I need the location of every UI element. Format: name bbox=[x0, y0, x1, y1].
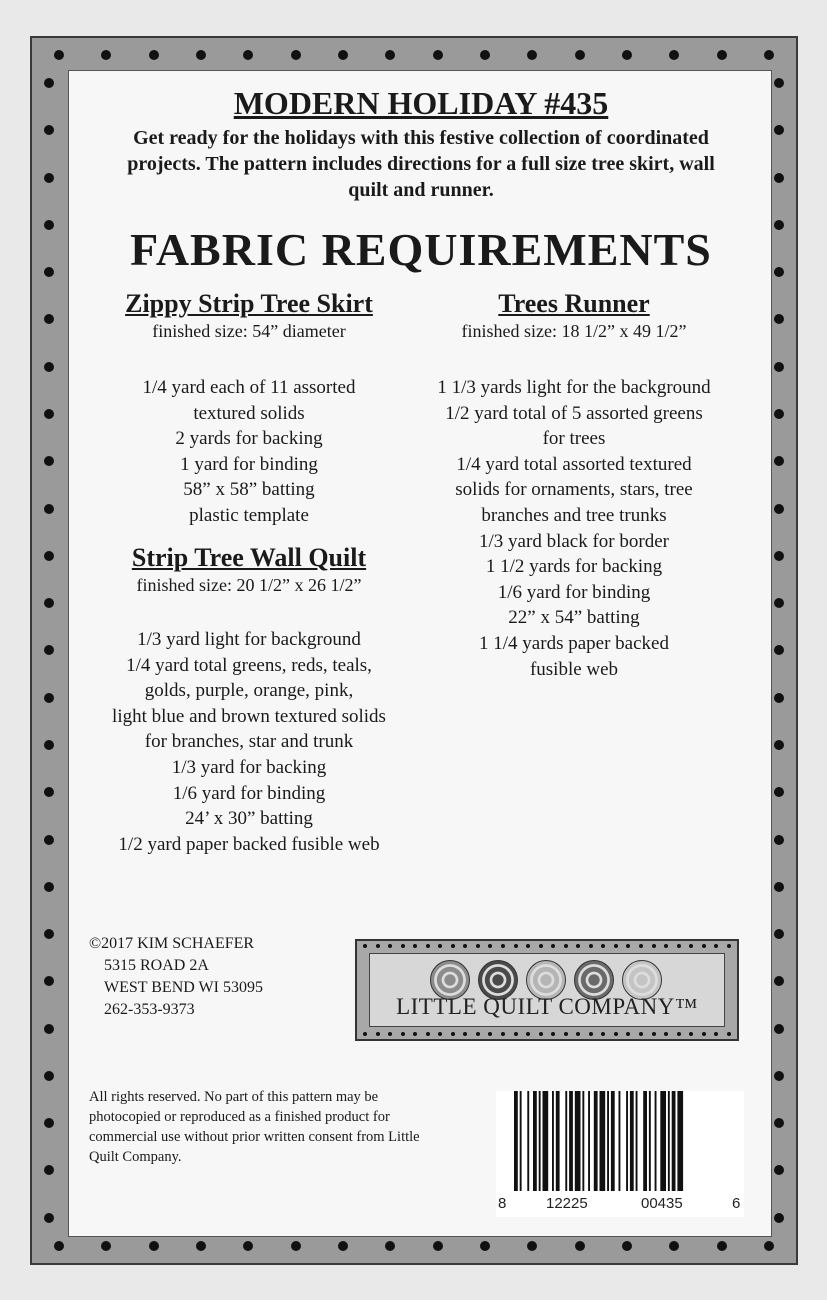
finished-size: finished size: 54” diameter bbox=[152, 321, 346, 341]
list-item: 1/3 yard black for border bbox=[479, 530, 669, 552]
border-dot bbox=[774, 598, 784, 608]
list-item: 22” x 54” batting bbox=[508, 607, 640, 629]
list-item: golds, purple, orange, pink, bbox=[144, 680, 354, 702]
border-dot bbox=[589, 1032, 593, 1036]
content-panel bbox=[68, 70, 772, 1237]
border-dot bbox=[433, 50, 443, 60]
barcode-bar bbox=[588, 1091, 590, 1191]
list-item: textured solids bbox=[193, 402, 305, 424]
border-dot bbox=[717, 50, 727, 60]
barcode-bar bbox=[649, 1091, 651, 1191]
materials-list bbox=[399, 375, 749, 682]
barcode-bar bbox=[594, 1091, 598, 1191]
border-dot bbox=[551, 944, 555, 948]
border-dot bbox=[44, 362, 54, 372]
border-dot bbox=[774, 551, 784, 561]
border-dot bbox=[714, 1032, 718, 1036]
border-dot bbox=[774, 78, 784, 88]
border-dot bbox=[196, 1241, 206, 1251]
barcode-bar bbox=[660, 1091, 666, 1191]
border-dot bbox=[44, 835, 54, 845]
border-dot bbox=[44, 1024, 54, 1034]
border-dot bbox=[44, 1118, 54, 1128]
border-dot bbox=[44, 787, 54, 797]
barcode-bar bbox=[668, 1091, 670, 1191]
border-dot bbox=[714, 944, 718, 948]
barcode-bar bbox=[636, 1091, 638, 1191]
list-item: 1/2 yard paper backed fusible web bbox=[118, 833, 380, 855]
border-dot bbox=[501, 944, 505, 948]
border-dot bbox=[669, 1241, 679, 1251]
border-dot bbox=[514, 944, 518, 948]
publisher-address bbox=[89, 933, 263, 1021]
border-dot bbox=[774, 504, 784, 514]
border-dot bbox=[426, 944, 430, 948]
barcode-bars bbox=[514, 1091, 724, 1191]
barcode-group-left: 12225 bbox=[546, 1195, 588, 1212]
border-dot bbox=[480, 1241, 490, 1251]
barcode-bar bbox=[619, 1091, 621, 1191]
border-dot bbox=[291, 1241, 301, 1251]
border-dot bbox=[401, 944, 405, 948]
border-dot bbox=[44, 929, 54, 939]
border-dot bbox=[44, 1213, 54, 1223]
border-dot bbox=[727, 944, 731, 948]
border-dot bbox=[774, 220, 784, 230]
barcode-bar bbox=[520, 1091, 522, 1191]
border-dot bbox=[652, 944, 656, 948]
border-dot bbox=[774, 267, 784, 277]
border-dot bbox=[527, 50, 537, 60]
border-dot bbox=[44, 125, 54, 135]
company-logo bbox=[355, 939, 739, 1041]
list-item: 24’ x 30” batting bbox=[185, 808, 313, 830]
border-dot bbox=[677, 944, 681, 948]
border-dot bbox=[774, 835, 784, 845]
border-dot bbox=[480, 50, 490, 60]
border-dot bbox=[774, 314, 784, 324]
border-dot bbox=[774, 409, 784, 419]
barcode-bar bbox=[607, 1091, 609, 1191]
border-dot bbox=[44, 456, 54, 466]
border-dot bbox=[376, 944, 380, 948]
border-dot bbox=[702, 944, 706, 948]
border-dot bbox=[291, 50, 301, 60]
border-dot bbox=[614, 1032, 618, 1036]
border-dot bbox=[243, 1241, 253, 1251]
border-dot bbox=[774, 1213, 784, 1223]
list-item: 1/3 yard for backing bbox=[171, 756, 327, 778]
border-dots-bottom bbox=[54, 1241, 774, 1251]
border-dot bbox=[589, 944, 593, 948]
finished-size: finished size: 18 1/2” x 49 1/2” bbox=[461, 321, 687, 341]
border-dot bbox=[385, 1241, 395, 1251]
barcode-bar bbox=[543, 1091, 549, 1191]
border-dot bbox=[54, 50, 64, 60]
border-dot bbox=[774, 787, 784, 797]
barcode-bar bbox=[556, 1091, 560, 1191]
border-dot bbox=[774, 1024, 784, 1034]
border-dot bbox=[376, 1032, 380, 1036]
border-dot bbox=[774, 362, 784, 372]
copyright-line: ©2017 KIM SCHAEFER bbox=[89, 935, 255, 952]
border-dot bbox=[564, 944, 568, 948]
border-dot bbox=[652, 1032, 656, 1036]
barcode-bar bbox=[539, 1091, 541, 1191]
list-item: branches and tree trunks bbox=[481, 504, 667, 526]
list-item: 1/4 yard total greens, reds, teals, bbox=[126, 654, 372, 676]
list-item: 58” x 58” batting bbox=[183, 479, 315, 501]
logo-dots-bottom bbox=[363, 1032, 731, 1036]
border-dot bbox=[501, 1032, 505, 1036]
border-dot bbox=[451, 944, 455, 948]
logo-dots-top bbox=[363, 944, 731, 948]
border-dot bbox=[196, 50, 206, 60]
list-item: 1/2 yard total of 5 assorted greens bbox=[445, 402, 703, 424]
fabric-requirements-heading: FABRIC REQUIREMENTS bbox=[130, 224, 712, 275]
barcode-bar bbox=[582, 1091, 584, 1191]
border-dot bbox=[774, 929, 784, 939]
barcode-group-right: 00435 bbox=[641, 1195, 683, 1212]
border-dot bbox=[576, 1032, 580, 1036]
list-item: 1 1/2 yards for backing bbox=[485, 556, 663, 578]
border-dot bbox=[44, 78, 54, 88]
border-dot bbox=[774, 645, 784, 655]
border-dot bbox=[44, 314, 54, 324]
border-dot bbox=[401, 1032, 405, 1036]
section-title: Zippy Strip Tree Skirt bbox=[125, 289, 373, 318]
border-dot bbox=[774, 882, 784, 892]
border-dot bbox=[363, 1032, 367, 1036]
border-dot bbox=[388, 944, 392, 948]
border-dot bbox=[639, 1032, 643, 1036]
border-dot bbox=[664, 944, 668, 948]
list-item: solids for ornaments, stars, tree bbox=[455, 479, 693, 501]
list-item: 1/3 yard light for background bbox=[137, 629, 361, 650]
border-dot bbox=[669, 50, 679, 60]
border-dot bbox=[385, 50, 395, 60]
list-item: light blue and brown textured solids bbox=[112, 705, 386, 727]
border-dot bbox=[526, 944, 530, 948]
border-dot bbox=[774, 740, 784, 750]
logo-company-name: LITTLE QUILT COMPANY™ bbox=[396, 994, 698, 1019]
border-dots-right bbox=[774, 78, 784, 1223]
border-dot bbox=[774, 1165, 784, 1175]
barcode-bar bbox=[527, 1091, 529, 1191]
border-dot bbox=[622, 50, 632, 60]
border-dot bbox=[774, 456, 784, 466]
section-title: Trees Runner bbox=[498, 289, 650, 318]
border-dot bbox=[44, 409, 54, 419]
border-dot bbox=[702, 1032, 706, 1036]
border-dot bbox=[44, 267, 54, 277]
border-dot bbox=[338, 50, 348, 60]
border-dot bbox=[488, 1032, 492, 1036]
page-title: MODERN HOLIDAY #435 bbox=[233, 85, 609, 121]
barcode-bar bbox=[630, 1091, 634, 1191]
border-dot bbox=[426, 1032, 430, 1036]
border-dot bbox=[689, 944, 693, 948]
rights-notice: All rights reserved. No part of this pattern may be photocopied or reproduced as a finished product for commercial use without prior written consent from Little Quilt Company. bbox=[89, 1089, 420, 1165]
border-dot bbox=[44, 598, 54, 608]
phone-line: 262-353-9373 bbox=[104, 1001, 195, 1018]
barcode-bar bbox=[677, 1091, 683, 1191]
border-dot bbox=[488, 944, 492, 948]
list-item: 1 yard for binding bbox=[180, 453, 318, 475]
border-dot bbox=[451, 1032, 455, 1036]
border-dot bbox=[527, 1241, 537, 1251]
materials-list bbox=[79, 627, 419, 857]
border-dot bbox=[44, 976, 54, 986]
street-line: 5315 ROAD 2A bbox=[104, 957, 209, 974]
border-dot bbox=[575, 1241, 585, 1251]
border-dot bbox=[622, 1241, 632, 1251]
border-dot bbox=[438, 1032, 442, 1036]
barcode-bar bbox=[672, 1091, 676, 1191]
border-dot bbox=[539, 1032, 543, 1036]
border-dot bbox=[149, 50, 159, 60]
barcode-bar bbox=[575, 1091, 581, 1191]
border-dot bbox=[44, 693, 54, 703]
border-dot bbox=[626, 1032, 630, 1036]
list-item: 1 1/3 yards light for the background bbox=[437, 377, 711, 398]
barcode bbox=[496, 1091, 744, 1217]
border-dot bbox=[463, 944, 467, 948]
border-dot bbox=[44, 882, 54, 892]
border-dot bbox=[601, 944, 605, 948]
border-dot bbox=[551, 1032, 555, 1036]
barcode-bar bbox=[611, 1091, 615, 1191]
border-dot bbox=[539, 944, 543, 948]
wall-quilt-section bbox=[79, 543, 419, 857]
border-dot bbox=[564, 1032, 568, 1036]
barcode-bar bbox=[533, 1091, 537, 1191]
city-line: WEST BEND WI 53095 bbox=[104, 979, 263, 996]
border-dot bbox=[338, 1241, 348, 1251]
border-dot bbox=[44, 740, 54, 750]
border-dot bbox=[717, 1241, 727, 1251]
tree-skirt-section bbox=[79, 289, 419, 529]
section-title: Strip Tree Wall Quilt bbox=[131, 543, 367, 572]
barcode-bar bbox=[514, 1091, 518, 1191]
materials-list bbox=[79, 375, 419, 529]
border-dot bbox=[44, 1165, 54, 1175]
border-dot bbox=[476, 1032, 480, 1036]
border-dot bbox=[44, 504, 54, 514]
border-dot bbox=[44, 551, 54, 561]
finished-size: finished size: 20 1/2” x 26 1/2” bbox=[136, 575, 362, 595]
border-dot bbox=[614, 944, 618, 948]
list-item: 1/6 yard for binding bbox=[172, 782, 326, 804]
list-item: 1 1/4 yards paper backed bbox=[479, 632, 669, 654]
border-dot bbox=[774, 1118, 784, 1128]
barcode-digit-first: 8 bbox=[498, 1195, 507, 1212]
border-dot bbox=[44, 1071, 54, 1081]
barcode-digit-last: 6 bbox=[732, 1195, 741, 1212]
intro-paragraph: Get ready for the holidays with this festive collection of coordinated projects. The pattern includes directions for a full size tree skirt, wall quilt and runner. bbox=[127, 127, 715, 201]
border-dot bbox=[664, 1032, 668, 1036]
list-item: for branches, star and trunk bbox=[144, 731, 354, 753]
border-dot bbox=[774, 125, 784, 135]
border-dot bbox=[639, 944, 643, 948]
barcode-bar bbox=[569, 1091, 573, 1191]
border-dot bbox=[101, 1241, 111, 1251]
border-dot bbox=[514, 1032, 518, 1036]
border-dot bbox=[54, 1241, 64, 1251]
barcode-bar bbox=[600, 1091, 606, 1191]
barcode-bar bbox=[655, 1091, 657, 1191]
border-dot bbox=[601, 1032, 605, 1036]
border-dot bbox=[764, 1241, 774, 1251]
border-dot bbox=[44, 220, 54, 230]
border-dot bbox=[526, 1032, 530, 1036]
list-item: 1/4 yard total assorted textured bbox=[456, 453, 692, 475]
barcode-bar bbox=[565, 1091, 567, 1191]
border-dot bbox=[388, 1032, 392, 1036]
border-dot bbox=[576, 944, 580, 948]
border-dot bbox=[689, 1032, 693, 1036]
list-item: 2 yards for backing bbox=[175, 428, 323, 450]
border-dot bbox=[575, 50, 585, 60]
border-dot bbox=[101, 50, 111, 60]
list-item: plastic template bbox=[189, 504, 309, 526]
border-dot bbox=[438, 944, 442, 948]
border-dot bbox=[413, 944, 417, 948]
border-dot bbox=[774, 173, 784, 183]
border-dot bbox=[476, 944, 480, 948]
logo-inner-box bbox=[369, 953, 725, 1027]
border-dot bbox=[774, 1071, 784, 1081]
border-dot bbox=[243, 50, 253, 60]
border-dot bbox=[677, 1032, 681, 1036]
border-dots-left bbox=[44, 78, 54, 1223]
border-dot bbox=[44, 173, 54, 183]
border-dot bbox=[433, 1241, 443, 1251]
border-dot bbox=[727, 1032, 731, 1036]
border-dot bbox=[363, 944, 367, 948]
border-dot bbox=[149, 1241, 159, 1251]
border-dot bbox=[774, 693, 784, 703]
barcode-bar bbox=[626, 1091, 628, 1191]
barcode-bar bbox=[552, 1091, 554, 1191]
border-dot bbox=[764, 50, 774, 60]
barcode-bar bbox=[643, 1091, 647, 1191]
border-dots-top bbox=[54, 50, 774, 60]
border-dot bbox=[463, 1032, 467, 1036]
border-dot bbox=[44, 645, 54, 655]
border-dot bbox=[413, 1032, 417, 1036]
border-dot bbox=[774, 976, 784, 986]
list-item: for trees bbox=[542, 428, 606, 450]
trees-runner-section bbox=[399, 289, 749, 682]
list-item: 1/4 yard each of 11 assorted bbox=[142, 377, 356, 398]
list-item: 1/6 yard for binding bbox=[497, 581, 651, 603]
border-dot bbox=[626, 944, 630, 948]
list-item: fusible web bbox=[529, 658, 619, 680]
